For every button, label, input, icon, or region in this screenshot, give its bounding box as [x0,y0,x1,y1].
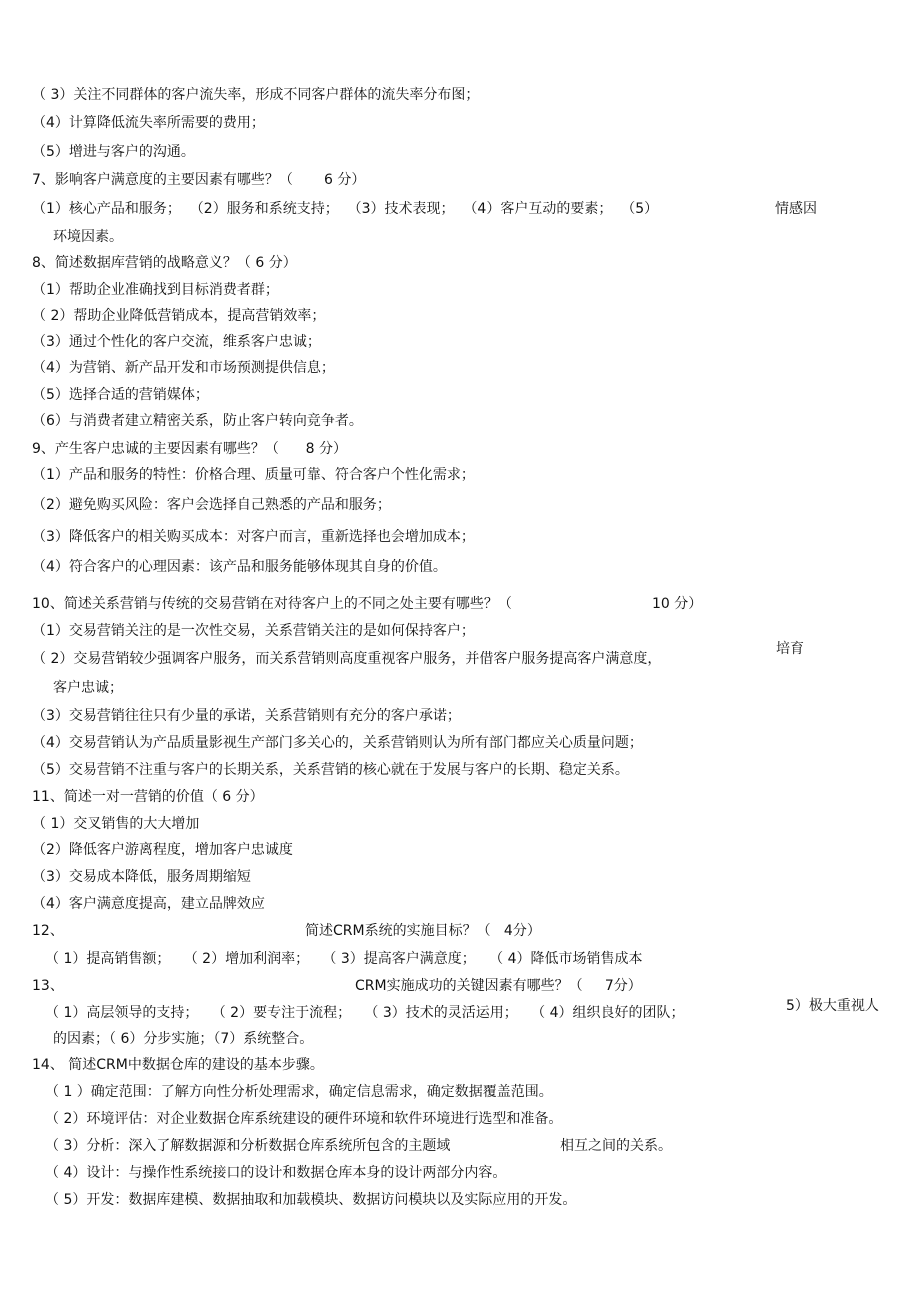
text-line: （ 2）环境评估：对企业数据仓库系统建设的硬件环境和软件环境进行选型和准备。 [45,1111,563,1127]
text-line: 的因素；（ 6）分步实施；（7）系统整合。 [53,1031,314,1047]
score-label: 10 分） [652,596,703,612]
text-line: （5）交易营销不注重与客户的长期关系，关系营销的核心就在于发展与客户的长期、稳定关系。 [32,762,629,778]
text-line: （ 3）关注不同群体的客户流失率，形成不同客户群体的流失率分布图； [32,87,480,103]
text-line: 培育 [776,641,804,657]
question-number: 13、 [32,978,64,994]
text-line: （5）增进与客户的沟通。 [32,144,195,160]
text-line: （ 2）帮助企业降低营销成本，提高营销效率； [32,308,326,324]
question-heading: 10、简述关系营销与传统的交易营销在对待客户上的不同之处主要有哪些？（ [32,596,512,612]
text-line: （4）符合客户的心理因素：该产品和服务能够体现其自身的价值。 [32,559,447,575]
text-line: （ 1）提高销售额； （ 2）增加利润率； （ 3）提高客户满意度； （ 4）降低市场销售成本 [45,951,643,967]
text-line: 情感因 [775,201,817,217]
text-line: （ 1）高层领导的支持； （ 2）要专注于流程； （ 3）技术的灵活运用； （ 4）组织良好的团队； [45,1005,685,1021]
question-heading: 7、影响客户满意度的主要因素有哪些？（ 6 分） [32,172,366,188]
text-line: 5）极大重视人 [786,998,879,1014]
text-line: （2）避免购买风险：客户会选择自己熟悉的产品和服务； [32,497,391,513]
text-line: （1）核心产品和服务； （2）服务和系统支持； （3）技术表现； （4）客户互动的要素； （5） [32,201,659,217]
text-line: 客户忠诚； [53,680,123,696]
text-line: （4）为营销、新产品开发和市场预测提供信息； [32,360,335,376]
text-line: （4）客户满意度提高，建立品牌效应 [32,896,265,912]
text-line: （1）产品和服务的特性：价格合理、质量可靠、符合客户个性化需求； [32,467,475,483]
text-line: （3）降低客户的相关购买成本：对客户而言，重新选择也会增加成本； [32,529,475,545]
text-line: （4）交易营销认为产品质量影视生产部门多关心的，关系营销则认为所有部门都应关心质量问题； [32,735,643,751]
text-line: （ 1）交叉销售的大大增加 [32,816,200,832]
text-line: （6）与消费者建立精密关系，防止客户转向竞争者。 [32,413,363,429]
text-line: （2）降低客户游离程度，增加客户忠诚度 [32,842,293,858]
text-line: （5）选择合适的营销媒体； [32,387,209,403]
text-line: （1）交易营销关注的是一次性交易，关系营销关注的是如何保持客户； [32,623,475,639]
question-heading: 8、简述数据库营销的战略意义？（ 6 分） [32,255,297,271]
text-line: （ 5）开发：数据库建模、数据抽取和加载模块、数据访问模块以及实际应用的开发。 [45,1192,577,1208]
text-line: （1）帮助企业准确找到目标消费者群； [32,282,279,298]
text-line: （ 1 ）确定范围：了解方向性分析处理需求，确定信息需求，确定数据覆盖范围。 [45,1084,553,1100]
text-line: （ 4）设计：与操作性系统接口的设计和数据仓库本身的设计两部分内容。 [45,1165,507,1181]
question-heading: 简述CRM系统的实施目标？（ 4分） [305,923,541,939]
text-line: 相互之间的关系。 [560,1138,672,1154]
text-line: （4）计算降低流失率所需要的费用； [32,115,265,131]
text-line: （3）交易营销往往只有少量的承诺，关系营销则有充分的客户承诺； [32,708,461,724]
text-line: （3）交易成本降低，服务周期缩短 [32,869,251,885]
text-line: 环境因素。 [53,229,123,245]
question-heading: CRM实施成功的关键因素有哪些？（ 7分） [355,978,642,994]
question-heading: 11、简述一对一营销的价值（ 6 分） [32,789,264,805]
text-line: （3）通过个性化的客户交流，维系客户忠诚； [32,334,321,350]
question-heading: 9、产生客户忠诚的主要因素有哪些？（ 8 分） [32,441,347,457]
text-line: （ 2）交易营销较少强调客户服务，而关系营销则高度重视客户服务，并借客户服务提高客户满意度， [32,651,662,667]
question-heading: 14、 简述CRM中数据仓库的建设的基本步骤。 [32,1057,324,1073]
question-number: 12、 [32,923,64,939]
text-line: （ 3）分析：深入了解数据源和分析数据仓库系统所包含的主题域 [45,1138,451,1154]
